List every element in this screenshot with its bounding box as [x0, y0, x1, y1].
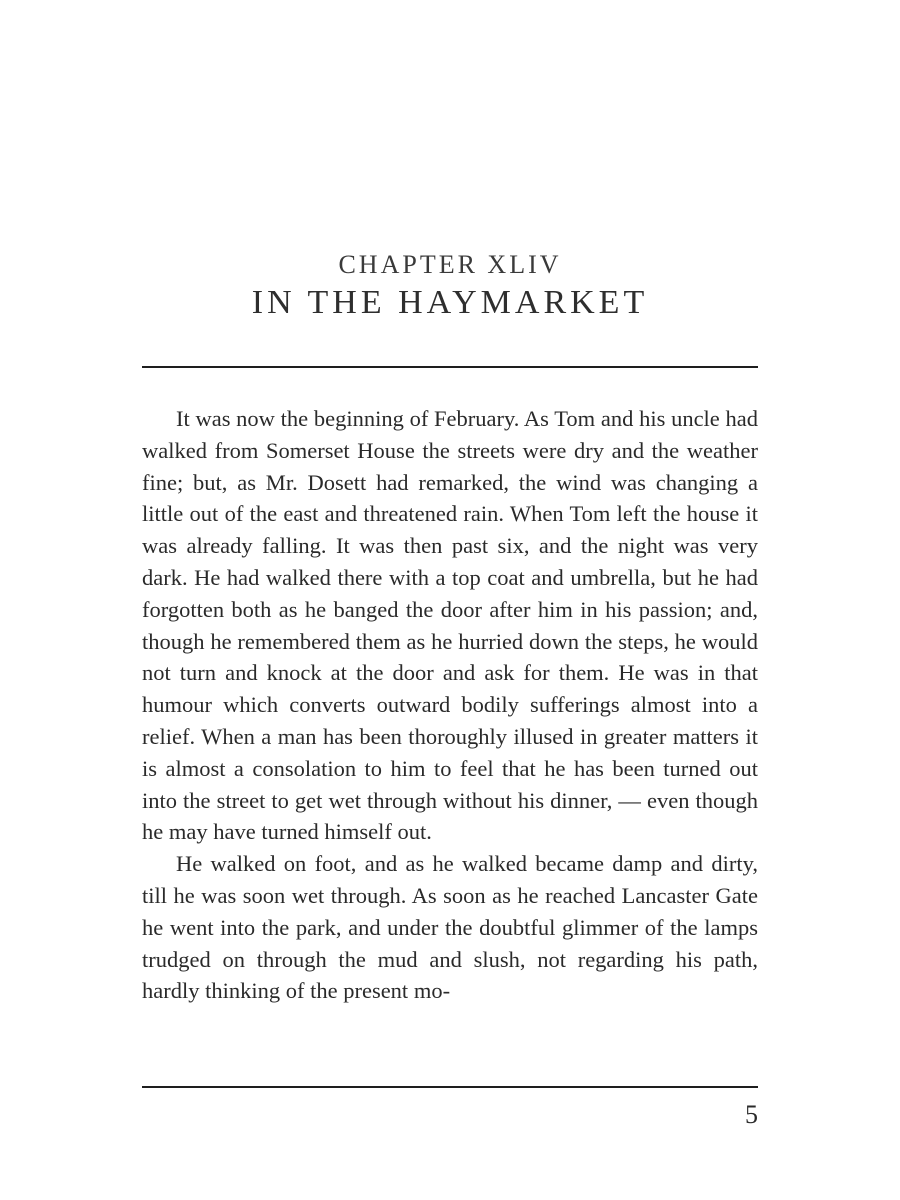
bottom-divider: [142, 1086, 758, 1088]
paragraph-1: It was now the beginning of February. As Tom and his uncle had walked from Somerset House the streets were dry and the weather fine; but, as Mr. Dosett had remarked, the wind was changing a little out of the east and threatened rain. When Tom left the house it was already falling. It was then past six, and the night was very dark. He had walked there with a top coat and umbrella, but he had forgotten both as he banged the door after him in his passion; and, though he remembered them as he hurried down the steps, he would not turn and knock at the door and ask for them. He was in that humour which converts outward bodily sufferings almost into a relief. When a man has been thoroughly illused in greater matters it is almost a consolation to him to feel that he has been turned out into the street to get wet through without his dinner, — even though he may have turned himself out.: [142, 406, 758, 845]
body-text: [142, 403, 758, 1007]
chapter-number: CHAPTER XLIV: [338, 250, 562, 279]
top-divider: [142, 366, 758, 368]
page-number: 5: [745, 1100, 758, 1129]
paragraph-2: He walked on foot, and as he walked became damp and dirty, till he was soon wet through. As soon as he reached Lancaster Gate he went into the park, and under the doubtful glimmer of the lamps trudged on through the mud and slush, not regarding his path, hardly thinking of the present mo-: [142, 851, 758, 1004]
chapter-title: IN THE HAYMARKET: [251, 284, 649, 321]
